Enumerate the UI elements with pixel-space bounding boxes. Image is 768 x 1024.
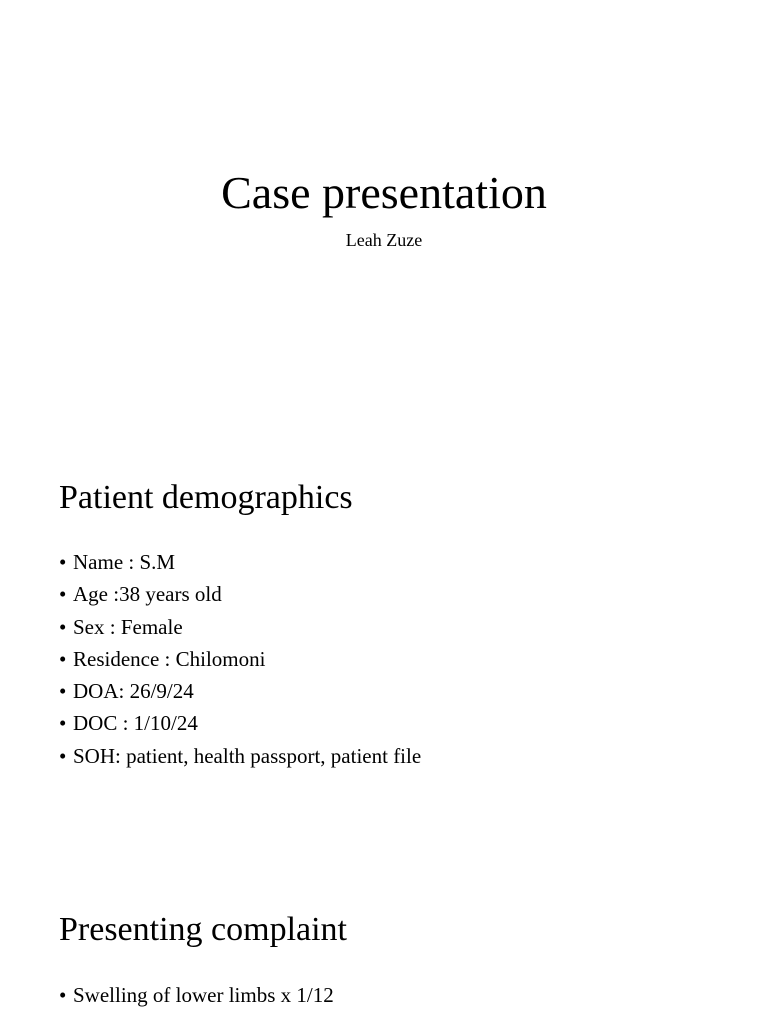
demographics-slide	[0, 430, 768, 860]
list-item	[59, 740, 421, 772]
bullet-icon: •	[59, 679, 67, 704]
list-item	[59, 643, 421, 675]
demographics-list	[59, 546, 421, 772]
list-item-text: DOC : 1/10/24	[73, 711, 198, 736]
list-item-text: SOH: patient, health passport, patient file	[73, 743, 422, 768]
list-item	[59, 578, 421, 610]
list-item	[59, 611, 421, 643]
list-item-text: Sex : Female	[73, 614, 183, 639]
list-item	[59, 979, 334, 1011]
bullet-icon: •	[59, 582, 67, 607]
complaint-slide	[0, 860, 768, 1024]
title-slide	[0, 0, 768, 430]
list-item	[59, 707, 421, 739]
bullet-icon: •	[59, 646, 67, 671]
list-item-text: Name : S.M	[73, 550, 176, 574]
bullet-icon: •	[59, 614, 67, 639]
list-item-text: DOA: 26/9/24	[73, 679, 194, 704]
slide-heading-complaint: Presenting complaint	[59, 911, 348, 948]
bullet-icon: •	[59, 743, 67, 768]
presentation-author: Leah Zuze	[345, 230, 423, 250]
list-item-text: Swelling of lower limbs x 1/12	[73, 983, 334, 1007]
list-item-text: Residence : Chilomoni	[73, 646, 266, 671]
list-item-text: Age :38 years old	[73, 582, 222, 607]
list-item	[59, 546, 421, 578]
list-item	[59, 675, 421, 707]
bullet-icon: •	[59, 983, 67, 1007]
complaint-list	[59, 979, 334, 1011]
bullet-icon: •	[59, 711, 67, 736]
slide-heading-demographics: Patient demographics	[59, 479, 353, 516]
presentation-title: Case presentation	[221, 167, 547, 218]
bullet-icon: •	[59, 550, 67, 574]
